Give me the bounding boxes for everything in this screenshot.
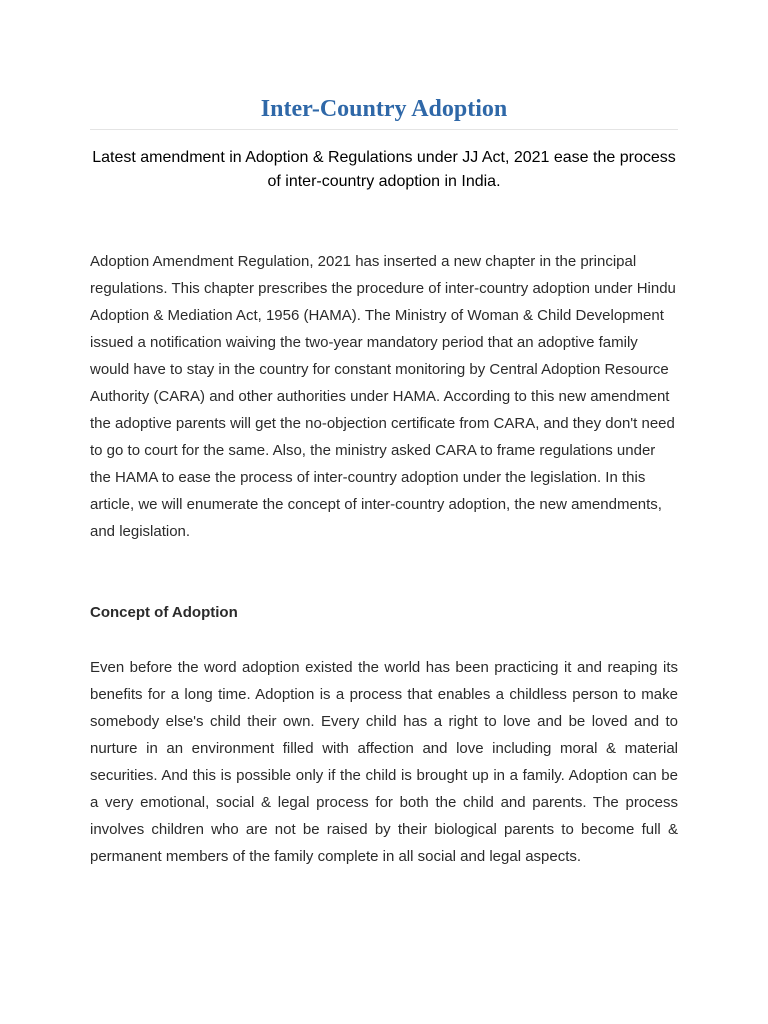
section-paragraph: Even before the word adoption existed the world has been practicing it and reaping its benefits for a long time. Adoption is a process that enables a childless person to make somebody else's child their own. Every child has a right to love and be loved and to nurture in an environment filled with affection and love including moral & material securities. And this is possible only if the child is brought up in a family. Adoption can be a very emotional, social & legal process for both the child and parents. The process involves children who are not be raised by their biological parents to become full & permanent members of the family complete in all social and legal aspects. <box>90 659 678 865</box>
section-heading: Concept of Adoption <box>90 604 238 621</box>
intro-paragraph: Adoption Amendment Regulation, 2021 has inserted a new chapter in the principal regulations. This chapter prescribes the procedure of inter-country adoption under Hindu Adoption & Mediation Act, 1956 (HAMA). The Ministry of Woman & Child Development issued a notification waiving the two-year mandatory period that an adoptive family would have to stay in the country for constant monitoring by Central Adoption Resource Authority (CARA) and other authorities under HAMA. According to this new amendment the adoptive parents will get the no-objection certificate from CARA, and they don't need to go to court for the same. Also, the ministry asked CARA to frame regulations under the HAMA to ease the process of inter-country adoption under the legislation. In this article, we will enumerate the concept of inter-country adoption, the new amendments, and legislation. <box>90 253 676 540</box>
page-subtitle: Latest amendment in Adoption & Regulations under JJ Act, 2021 ease the process of inter-country adoption in India. <box>92 149 676 190</box>
page-title: Inter-Country Adoption <box>260 96 508 122</box>
title-divider <box>90 129 678 130</box>
